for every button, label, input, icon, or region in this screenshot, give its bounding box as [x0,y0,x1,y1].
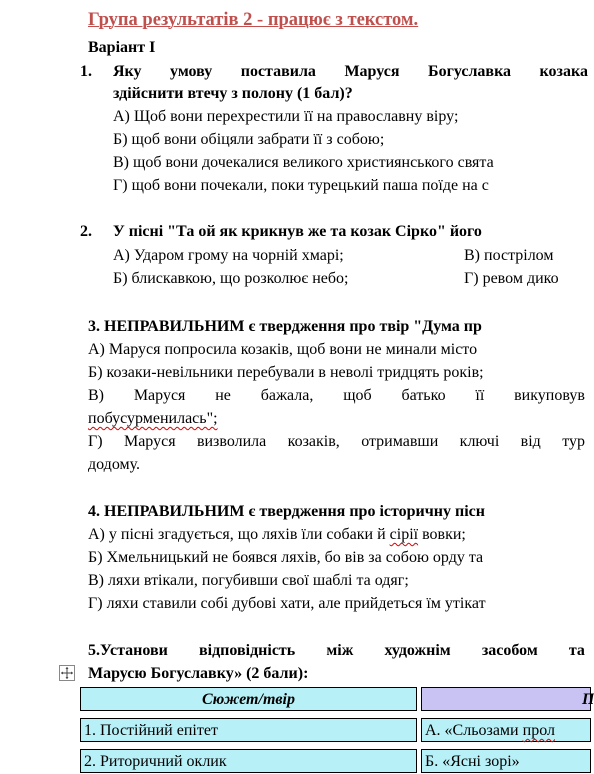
variant-label: Варіант І [88,39,156,56]
q3-option-d-word: Г) [88,433,103,450]
q5-line1-word: засобом [481,642,538,659]
q4-option-d: Г) ляхи ставили собі дубові хати, але прийдеться їм утікат [88,595,486,612]
q2-number: 2. [80,223,92,240]
q5-line1-word: між [326,642,354,659]
q2-option-b: Б) блискавкою, що розколює небо; [113,270,349,287]
q2-option-d: Г) ревом дико [464,270,559,287]
q3-option-c-word: Маруся [133,387,186,404]
q1-option-a: А) Щоб вони перехрестили її на православну віру; [113,108,459,125]
q1-line1-word: умову [170,63,213,80]
table-row-2-right: Б. «Ясні зорі» [421,749,591,773]
q1-question-line2: здійснити втечу з полону (1 бал)? [113,85,353,102]
q1-line1-word: Яку [113,63,142,80]
q1-line1-word: Богуславка [428,63,512,80]
q3-option-c-word: батько [401,387,446,404]
q3-option-b: Б) козаки-невільники перебували в неволі тридцять років; [88,364,484,381]
q3-option-d-word: від [520,433,541,450]
q3-option-c-line1 [88,386,585,406]
page-title: Група результатів 2 - працює з текстом. [88,10,419,30]
q3-option-a: А) Маруся попросила козаків, щоб вони не минали місто [88,341,478,358]
q5-line1-word: художнім [384,642,451,659]
q3-option-d-line2: додому. [88,456,141,473]
q3-option-d-word: ключі [459,433,500,450]
q2-option-c: В) пострілом [464,247,554,264]
q3-option-d-word: Маруся [123,433,176,450]
q3-option-d-word: визволила [196,433,267,450]
q3-option-c-word: викуповув [514,387,585,404]
q4-option-c: В) ляхи втікали, погубивши свої шаблі та одяг; [88,572,409,589]
q3-option-c-word: її [475,387,485,404]
q1-option-b: Б) щоб вони обіцяли забрати її з собою; [113,131,385,148]
q5-line1-word: відповідність [198,642,296,659]
q3-option-c-word: бажала, [260,387,314,404]
q3-option-d-line1 [88,432,585,452]
q4-option-a: А) у пісні згадується, що ляхів їли собаки й сірії вовки; [88,526,466,543]
table-header-left: Сюжет/твір [80,687,417,711]
q1-option-d: Г) щоб вони почекали, поки турецький паша поїде на с [113,177,489,194]
table-row-2-left: 2. Риторичний оклик [80,749,417,773]
q4-question: 4. НЕПРАВИЛЬНИМ є твердження про історичну пісн [88,503,485,520]
q1-line1-word: поставила [240,63,316,80]
q3-option-d-word: отримавши [361,433,439,450]
q3-option-c-word: щоб [343,387,372,404]
q1-question-line1 [113,62,588,82]
q5-line1-word: 5.Установи [88,642,168,659]
q4-option-b: Б) Хмельницький не боявся ляхів, бо вів за собою орду та [88,549,484,566]
q5-question-line1 [88,641,585,661]
q2-question: У пісні "Та ой як крикнув же та козак Сірко" його [113,223,482,240]
q1-option-c: В) щоб вони дочекалися великого християнського свята [113,154,494,171]
table-row-1-right: А. «Сльозами прол [421,718,591,742]
q3-question: 3. НЕПРАВИЛЬНИМ є твердження про твір "Дума пр [88,318,482,335]
q3-option-d-word: тур [562,433,585,450]
q3-option-c-word: В) [88,387,104,404]
table-header-right: П [421,687,591,711]
q1-line1-word: козака [539,63,588,80]
q2-option-a: А) Ударом грому на чорній хмарі; [113,247,344,264]
table-move-handle-icon[interactable] [59,665,75,681]
q1-line1-word: Маруся [344,63,400,80]
q3-option-c-line2: побусурменилась"; [88,410,218,427]
table-row-1-left: 1. Постійний епітет [80,718,417,742]
q5-line1-word: та [568,642,585,659]
q5-question-line2: Марусю Богуславку» (2 бали): [88,665,309,682]
q3-option-d-word: козаків, [287,433,340,450]
q3-option-c-word: не [215,387,231,404]
q1-number: 1. [80,63,92,80]
